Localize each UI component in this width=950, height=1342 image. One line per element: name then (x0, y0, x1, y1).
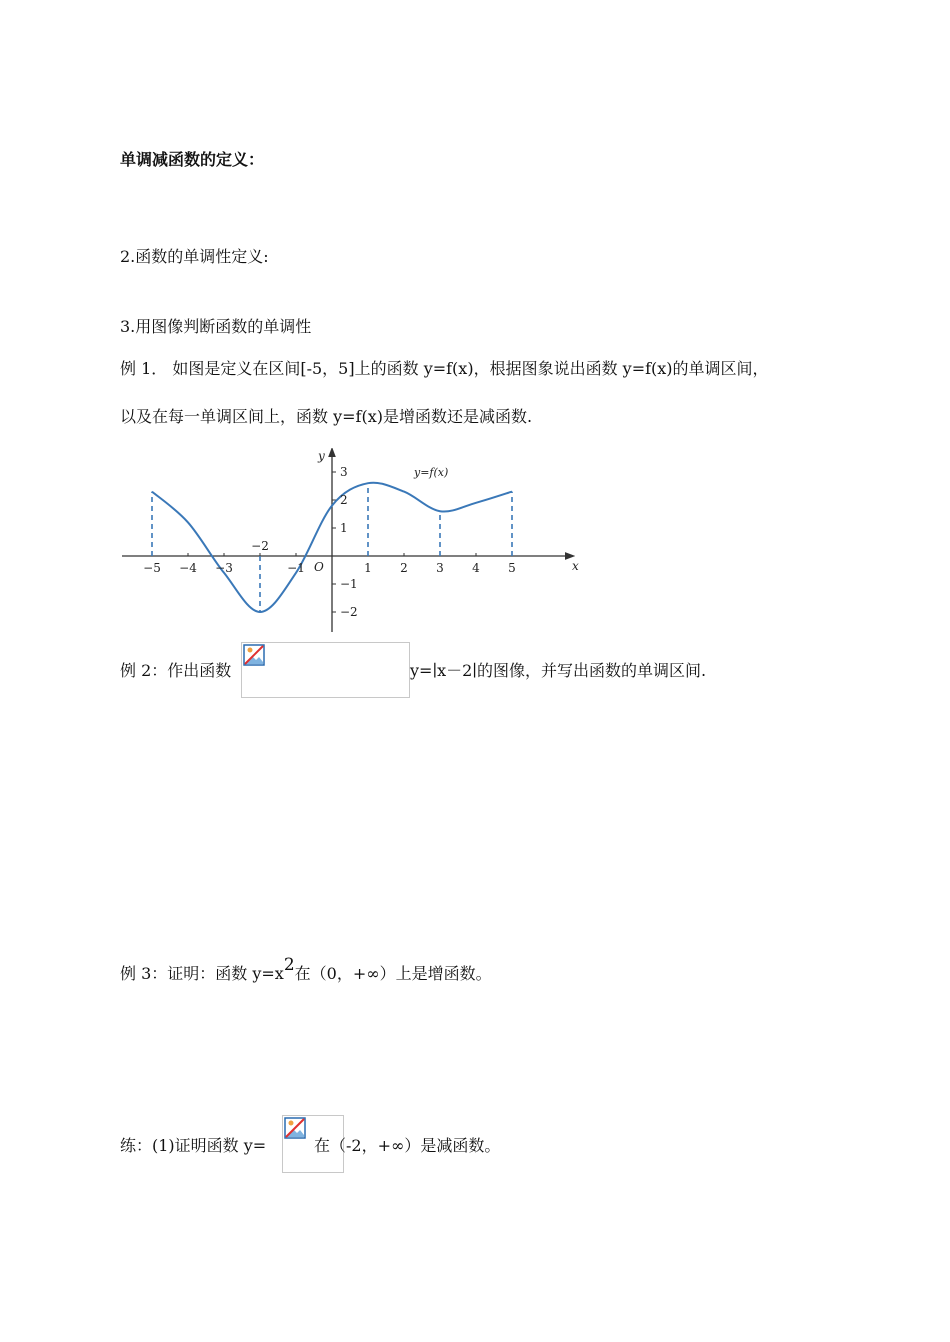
graph-labels (143, 449, 579, 619)
definition-heading: 单调减函数的定义： (120, 150, 265, 169)
x-tick-label: −3 (215, 561, 233, 575)
origin-label: O (314, 560, 324, 574)
exponent: 2 (283, 955, 295, 975)
example-1-line-2: 以及在每一单调区间上，函数 y=f(x)是增函数还是减函数. (120, 407, 533, 426)
formula-image-placeholder (241, 642, 410, 698)
section-3-title: 3.用图像判断函数的单调性 (120, 317, 312, 336)
x-tick-label: −5 (143, 561, 161, 575)
broken-image-icon (243, 644, 265, 666)
x-tick-label: 4 (472, 561, 480, 575)
y-tick-label: −1 (340, 577, 358, 591)
x-tick-label: −1 (287, 561, 305, 575)
broken-image-icon (284, 1117, 306, 1139)
y-tick-label: −2 (340, 605, 358, 619)
x-tick-label-minus-2: −2 (251, 539, 269, 553)
example-2-text-after: y=∣x－2∣的图像，并写出函数的单调区间. (410, 661, 707, 680)
y-tick-label: 3 (340, 465, 348, 479)
x-tick-label: 5 (508, 561, 516, 575)
example-3-text-before: 例 3：证明：函数 y=x (120, 964, 284, 983)
function-graph (118, 448, 580, 638)
y-tick-label: 2 (340, 493, 348, 507)
x-tick-label: 2 (400, 561, 408, 575)
example-3-text (120, 955, 492, 984)
y-tick-label: 1 (340, 521, 348, 535)
example-3-text-after: 在（0，+∞）上是增函数。 (294, 964, 492, 983)
practice-text-after: 在（-2，+∞）是减函数。 (314, 1136, 501, 1155)
example-2-text-before: 例 2：作出函数 (120, 661, 232, 680)
section-2-title: 2.函数的单调性定义: (120, 247, 269, 266)
y-axis-label: y (318, 449, 325, 463)
practice-text-before: 练：(1)证明函数 y= (120, 1136, 267, 1155)
curve-label: y=f(x) (414, 466, 449, 479)
x-tick-label: 3 (436, 561, 444, 575)
x-tick-label: 1 (364, 561, 372, 575)
x-tick-label: −4 (179, 561, 197, 575)
example-1-line-1: 例 1． 如图是定义在区间[-5，5]上的函数 y=f(x)，根据图象说出函数 y=f(x)的单调区间， (120, 359, 769, 378)
x-axis-label: x (572, 559, 579, 573)
